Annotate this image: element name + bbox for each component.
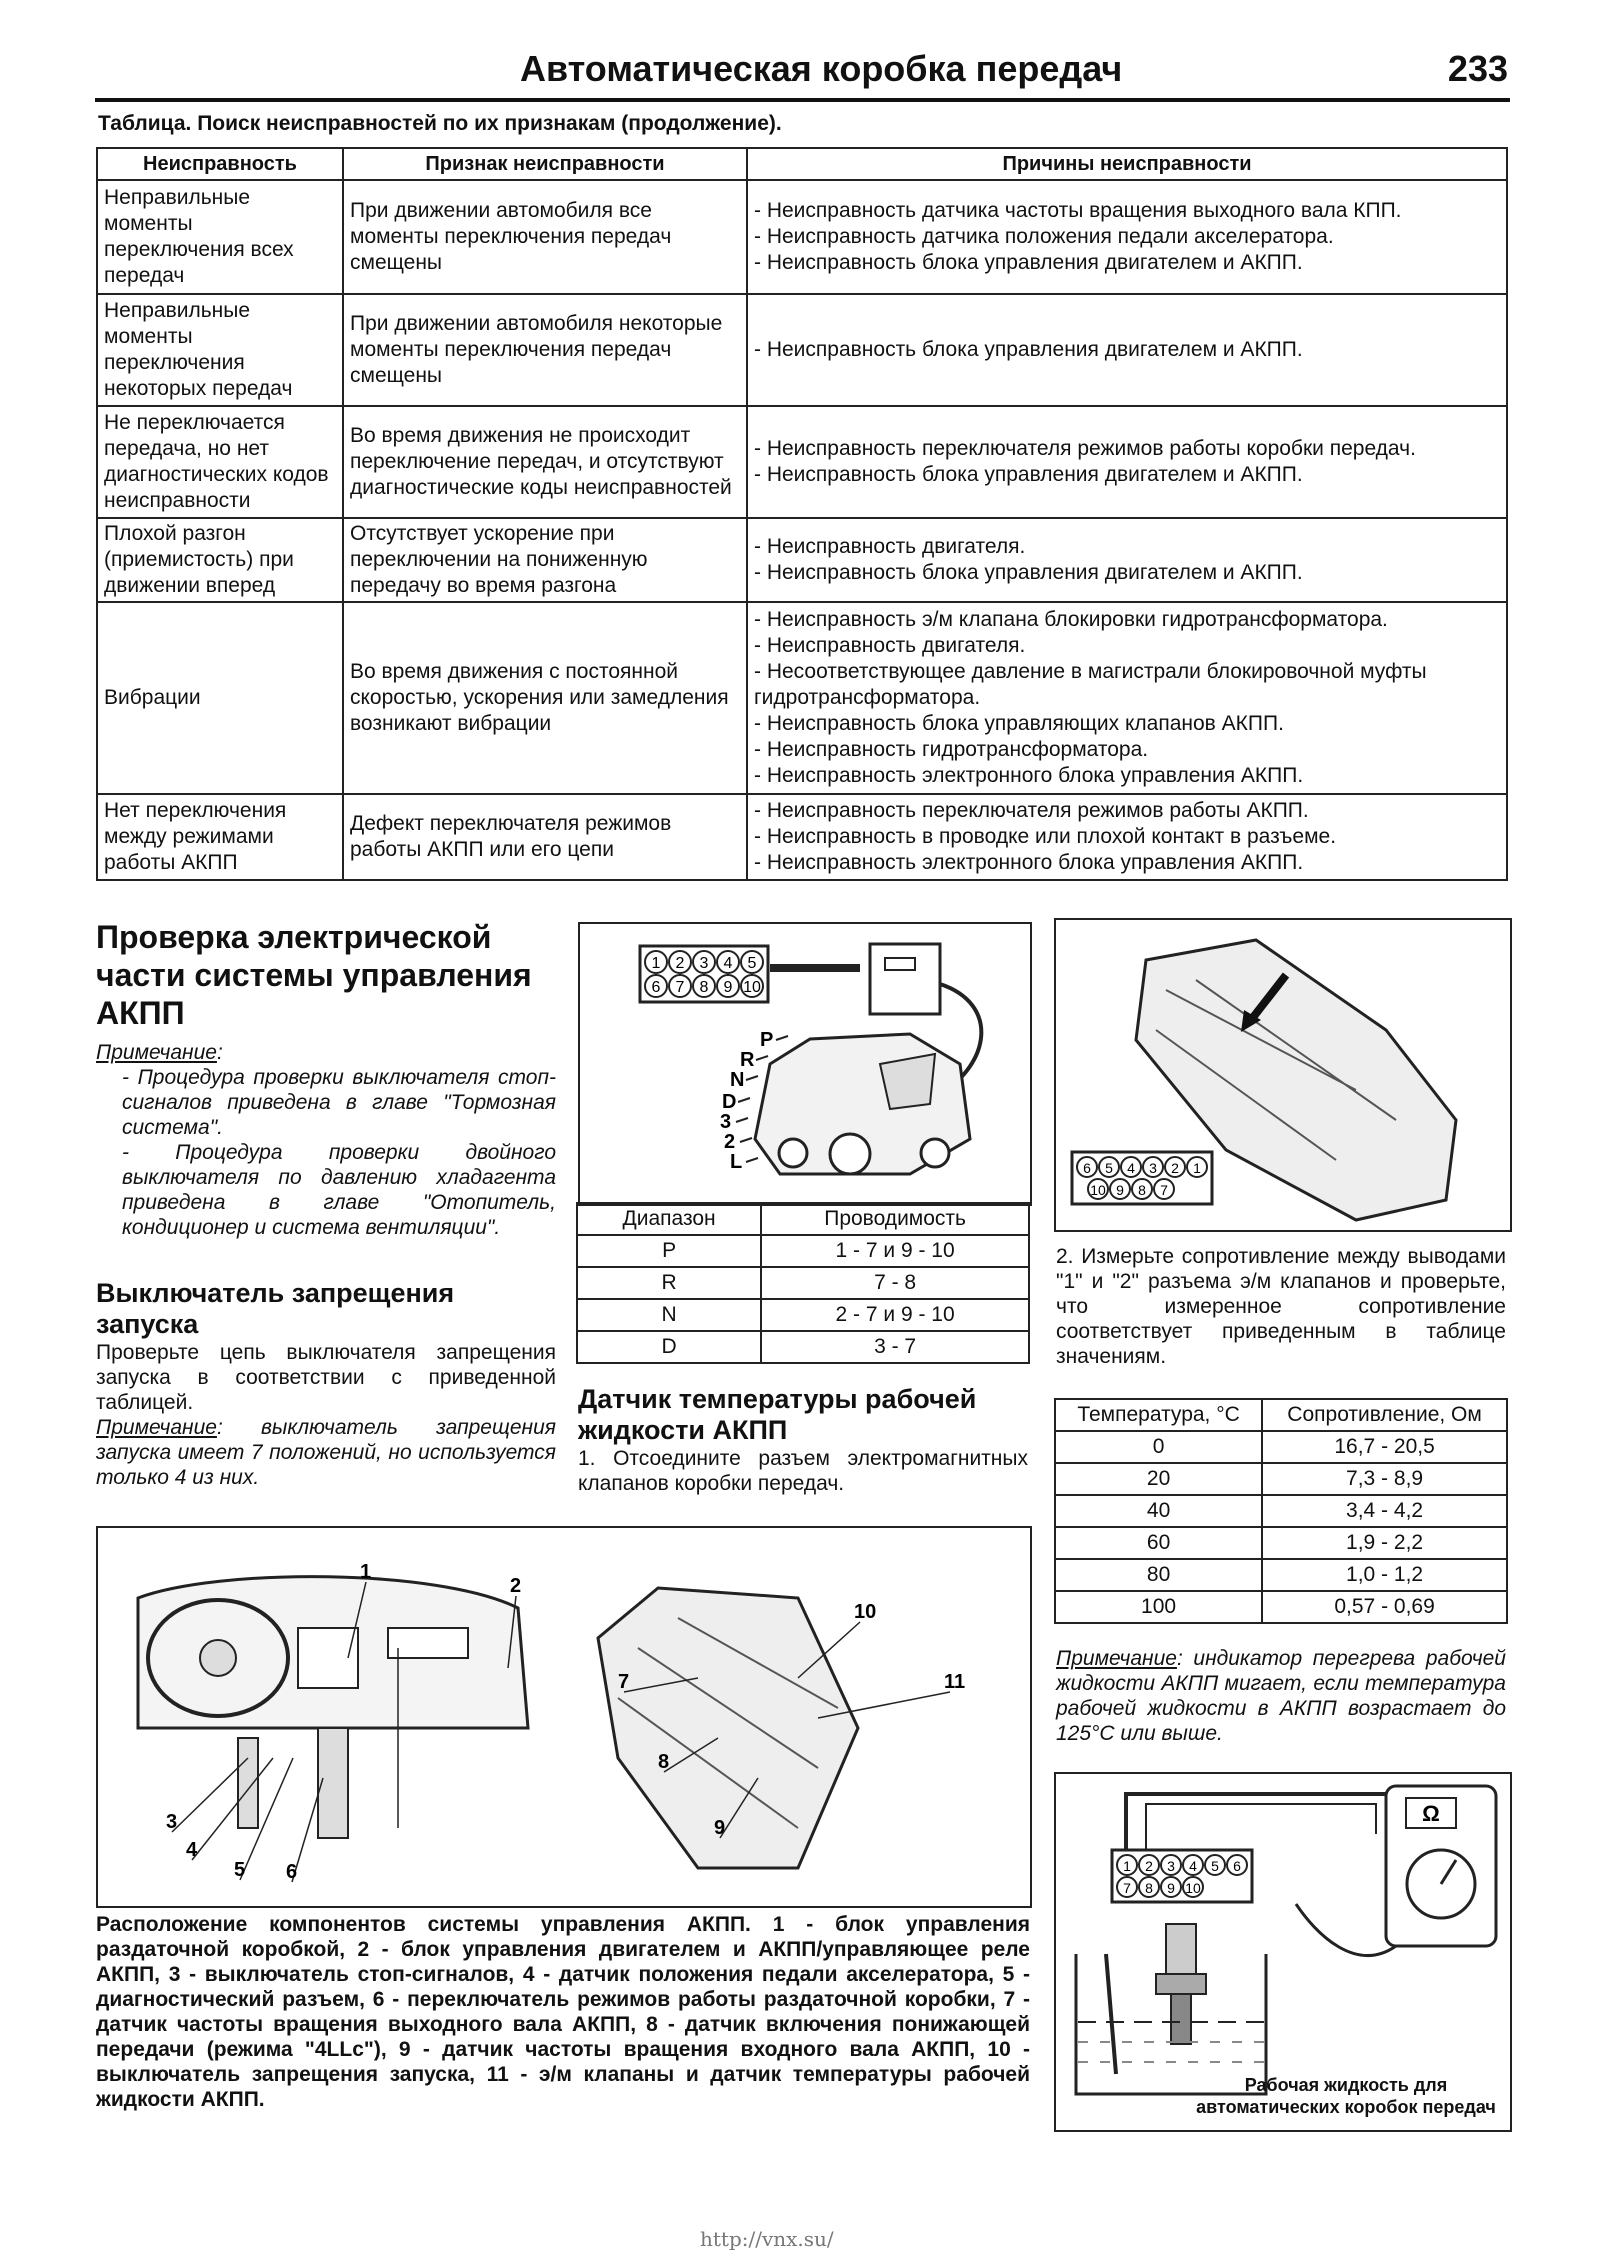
temperature-sensor bbox=[1166, 1924, 1196, 1974]
connector-pin-label: 7 bbox=[675, 979, 685, 996]
sensor-nut bbox=[1156, 1974, 1206, 1994]
fault-cell: Неправильные моменты переключения всех передач bbox=[97, 180, 343, 294]
causes-cell bbox=[747, 406, 1507, 518]
range-cell: D bbox=[577, 1331, 761, 1363]
range-cell: P bbox=[577, 1235, 761, 1267]
resistance-table-row bbox=[1055, 1463, 1507, 1495]
page-header-title: Автоматическая коробка передач bbox=[520, 48, 1123, 89]
range-table-header: Проводимость bbox=[761, 1203, 1029, 1235]
position-tick bbox=[746, 1076, 758, 1080]
ohm-symbol: Ω bbox=[1422, 1801, 1440, 1826]
overheat-note-text: : индикатор перегрева рабочей жидкости АКПП мигает, если температура рабочей жидкости в АКПП возрастает до 125°C или выше. bbox=[1056, 1647, 1506, 1745]
position-label: 2 bbox=[724, 1131, 736, 1153]
inhibitor-note bbox=[96, 1415, 556, 1490]
fault-table-row bbox=[97, 518, 1507, 602]
range-table-row bbox=[577, 1299, 1029, 1331]
range-cell: N bbox=[577, 1299, 761, 1331]
fault-table-header: Неисправность bbox=[97, 148, 343, 180]
sensor-probe bbox=[1171, 1994, 1191, 2044]
range-table-header: Диапазон bbox=[577, 1203, 761, 1235]
fluid-sensor-step1: 1. Отсоедините разъем электромагнитных клапанов коробки передач. bbox=[578, 1447, 1028, 1495]
temperature-cell: 100 bbox=[1055, 1591, 1262, 1623]
section-note: Примечание: - Процедура проверки выключателя стоп-сигналов приведена в главе "Тормозная система". - Процедура проверки двойного выключателя по давлению хладагента приведена в главе "Отопитель, кондиционер и система вентиляции". bbox=[96, 1041, 556, 1239]
fault-cell: Плохой разгон (приемистость) при движении вперед bbox=[97, 518, 343, 602]
cause-line: - Неисправность гидротрансформатора. bbox=[754, 738, 1149, 761]
shift-lever bbox=[318, 1728, 348, 1838]
liquid-caption: Рабочая жидкость для автоматических коробок передач bbox=[1196, 2075, 1496, 2117]
position-label: N bbox=[730, 1069, 745, 1091]
connector-pin-label: 10 bbox=[743, 979, 761, 996]
meter-lead bbox=[1296, 1904, 1396, 1955]
temperature-cell: 20 bbox=[1055, 1463, 1262, 1495]
connector-pin-label: 8 bbox=[1145, 1880, 1153, 1896]
fluid-sensor-title: Датчик температуры рабочей жидкости АКПП bbox=[578, 1384, 977, 1445]
connector-diagram bbox=[1072, 1152, 1212, 1204]
footer-url[interactable]: http://vnx.su/ bbox=[700, 2227, 834, 2251]
inhibitor-title: Выключатель запрещения запуска bbox=[96, 1278, 455, 1339]
note-label: Примечание bbox=[1056, 1647, 1177, 1670]
connector-pin-label: 7 bbox=[1123, 1880, 1131, 1896]
resistance-table-row bbox=[1055, 1527, 1507, 1559]
connector-pin-label: 9 bbox=[723, 979, 733, 996]
symptom-cell: При движении автомобиля некоторые моменты переключения передач смещены bbox=[343, 294, 747, 406]
cause-line: - Неисправность блока управляющих клапанов АКПП. bbox=[754, 712, 1284, 735]
center-console bbox=[298, 1628, 358, 1688]
section-title: Проверка электрической части системы управления АКПП bbox=[96, 919, 532, 1031]
connector-pin-label: 7 bbox=[1160, 1182, 1168, 1198]
connector-pin-label: 8 bbox=[1138, 1182, 1146, 1198]
component-number: 5 bbox=[234, 1859, 246, 1881]
cause-line: - Неисправность электронного блока управления АКПП. bbox=[754, 764, 1304, 787]
symptom-cell: Дефект переключателя режимов работы АКПП или его цепи bbox=[343, 794, 747, 880]
position-label: 3 bbox=[720, 1111, 732, 1133]
temperature-cell: 80 bbox=[1055, 1559, 1262, 1591]
connector-pin-label: 4 bbox=[1127, 1160, 1135, 1176]
connector-pin-label: 6 bbox=[1083, 1160, 1091, 1176]
symptom-cell: Во время движения с постоянной скоростью, ускорения или замедления возникают вибрации bbox=[343, 602, 747, 794]
connector-pin-label: 1 bbox=[651, 955, 661, 972]
position-tick bbox=[756, 1056, 768, 1060]
cause-line: - Неисправность переключателя режимов работы АКПП. bbox=[754, 799, 1309, 822]
cause-line: - Неисправность датчика положения педали акселератора. bbox=[754, 225, 1334, 248]
switch-plug bbox=[870, 944, 940, 1014]
component-number: 10 bbox=[854, 1601, 877, 1623]
position-tick bbox=[738, 1098, 750, 1102]
leader-line bbox=[172, 1758, 248, 1832]
conductivity-cell: 3 - 7 bbox=[761, 1331, 1029, 1363]
cause-line: - Несоответствующее давление в магистрали блокировочной муфты гидротрансформатора. bbox=[754, 660, 1427, 709]
glovebox bbox=[388, 1628, 468, 1658]
symptom-cell: Отсутствует ускорение при переключении на пониженную передачу во время разгона bbox=[343, 518, 747, 602]
inhibitor-block bbox=[96, 1278, 556, 1490]
liquid-caption-box bbox=[1186, 2074, 1506, 2128]
fault-table-row bbox=[97, 602, 1507, 794]
resistance-cell: 0,57 - 0,69 bbox=[1262, 1591, 1507, 1623]
component-number: 6 bbox=[286, 1861, 298, 1883]
position-tick bbox=[736, 1118, 748, 1122]
plug-latch bbox=[885, 958, 915, 970]
causes-cell bbox=[747, 602, 1507, 794]
component-number: 3 bbox=[166, 1811, 178, 1833]
fault-table-caption: Таблица. Поиск неисправностей по их признакам (продолжение). bbox=[98, 112, 782, 135]
connector-pin-label: 4 bbox=[1189, 1858, 1197, 1874]
fault-table-row bbox=[97, 180, 1507, 294]
connector-pin-label: 5 bbox=[1211, 1858, 1219, 1874]
temperature-cell: 40 bbox=[1055, 1495, 1262, 1527]
connector-diagram bbox=[1112, 1850, 1252, 1902]
connector-pin-label: 3 bbox=[1149, 1160, 1157, 1176]
range-table-row bbox=[577, 1331, 1029, 1363]
range-cell: R bbox=[577, 1267, 761, 1299]
range-table bbox=[576, 1202, 1030, 1364]
connector-pin-label: 9 bbox=[1167, 1880, 1175, 1896]
causes-cell bbox=[747, 794, 1507, 880]
component-number: 9 bbox=[714, 1817, 726, 1839]
cause-line: - Неисправность переключателя режимов работы коробки передач. bbox=[754, 437, 1416, 460]
components-caption: Расположение компонентов системы управления АКПП. 1 - блок управления раздаточной коробкой, 2 - блок управления двигателем и АКПП/управляющее реле АКПП, 3 - выключатель стоп-сигналов, 4 - датчик положения педали акселератора, 5 - диагностический разъем, 6 - переключатель режимов работы раздаточной коробки, 7 - датчик частоты вращения выходного вала АКПП, 8 - датчик включения понижающей передачи (режима "4LLc"), 9 - датчик частоты вращения входного вала АКПП, 10 - выключатель запрещения запуска, 11 - э/м клапаны и датчик температуры рабочей жидкости АКПП. bbox=[96, 1913, 1030, 2111]
cause-line: - Неисправность блока управления двигателем и АКПП. bbox=[754, 338, 1303, 361]
connector-pin-label: 4 bbox=[723, 955, 733, 972]
resistance-table-row bbox=[1055, 1591, 1507, 1623]
connector-cable bbox=[770, 964, 860, 972]
cause-line: - Неисправность блока управления двигателем и АКПП. bbox=[754, 251, 1303, 274]
temperature-cell: 0 bbox=[1055, 1431, 1262, 1463]
note-label: Примечание bbox=[96, 1041, 217, 1064]
position-label: L bbox=[730, 1151, 743, 1173]
fault-cell: Неправильные моменты переключения некоторых передач bbox=[97, 294, 343, 406]
resistance-table-header: Сопротивление, Ом bbox=[1262, 1399, 1507, 1431]
resistance-cell: 3,4 - 4,2 bbox=[1262, 1495, 1507, 1527]
component-number: 4 bbox=[186, 1839, 198, 1861]
resistance-table-row bbox=[1055, 1495, 1507, 1527]
causes-cell bbox=[747, 180, 1507, 294]
temperature-cell: 60 bbox=[1055, 1527, 1262, 1559]
inhibitor-switch-figure bbox=[578, 922, 1032, 1206]
switch-shaft bbox=[830, 1134, 870, 1174]
component-number: 8 bbox=[658, 1751, 670, 1773]
resistance-cell: 1,0 - 1,2 bbox=[1262, 1559, 1507, 1591]
connector-pin-label: 1 bbox=[1193, 1160, 1201, 1176]
connector-pin-label: 6 bbox=[1233, 1858, 1241, 1874]
page-number: 233 bbox=[1447, 48, 1508, 89]
switch-lever bbox=[880, 1054, 935, 1109]
connector-pin-label: 8 bbox=[699, 979, 709, 996]
cause-line: - Неисправность в проводке или плохой контакт в разъеме. bbox=[754, 825, 1337, 848]
position-tick bbox=[776, 1036, 788, 1040]
transmission-connector-figure bbox=[1054, 918, 1512, 1232]
inhibitor-text: Проверьте цепь выключателя запрещения запуска в соответствии с приведенной таблицей. bbox=[96, 1341, 556, 1414]
symptom-cell: Во время движения не происходит переключение передач, и отсутствуют диагностические коды неисправностей bbox=[343, 406, 747, 518]
overheat-note bbox=[1056, 1646, 1506, 1746]
position-label: R bbox=[740, 1049, 755, 1071]
resistance-measurement-figure bbox=[1054, 1772, 1512, 2132]
cause-line: - Неисправность блока управления двигателем и АКПП. bbox=[754, 561, 1303, 584]
connector-pin-label: 2 bbox=[675, 955, 685, 972]
measurement-drawing bbox=[1056, 1774, 1510, 2130]
fault-table bbox=[96, 147, 1508, 881]
fault-table-row bbox=[97, 294, 1507, 406]
connector-pin-label: 1 bbox=[1123, 1858, 1131, 1874]
resistance-table-row bbox=[1055, 1559, 1507, 1591]
component-number: 1 bbox=[360, 1561, 372, 1583]
cause-line: - Неисправность датчика частоты вращения выходного вала КПП. bbox=[754, 199, 1402, 222]
resistance-cell: 1,9 - 2,2 bbox=[1262, 1527, 1507, 1559]
note-item: - Процедура проверки выключателя стоп-сигналов приведена в главе "Тормозная система". bbox=[122, 1066, 556, 1139]
components-drawing bbox=[98, 1528, 1030, 1906]
fault-table-header: Признак неисправности bbox=[343, 148, 747, 180]
resistance-cell: 7,3 - 8,9 bbox=[1262, 1463, 1507, 1495]
fluid-sensor-block bbox=[578, 1384, 1028, 1496]
connector-pin-label: 10 bbox=[1090, 1182, 1106, 1198]
inhibitor-switch-drawing bbox=[580, 924, 1030, 1204]
resistance-table bbox=[1054, 1398, 1508, 1624]
connector-diagram bbox=[640, 946, 768, 1002]
cause-line: - Неисправность электронного блока управления АКПП. bbox=[754, 851, 1304, 874]
causes-cell bbox=[747, 518, 1507, 602]
note-label: Примечание bbox=[96, 1416, 217, 1439]
switch-bolt bbox=[921, 1139, 949, 1167]
inhibitor-note-text: : выключатель запрещения запуска имеет 7 положений, но используется только 4 из них. bbox=[96, 1416, 556, 1489]
pedal bbox=[238, 1738, 258, 1828]
probe-wire bbox=[1146, 1804, 1376, 1854]
position-label: P bbox=[760, 1029, 774, 1051]
connector-pin-label: 2 bbox=[1171, 1160, 1179, 1176]
cause-line: - Неисправность двигателя. bbox=[754, 634, 1026, 657]
components-figure bbox=[96, 1526, 1032, 1908]
connector-pin-label: 3 bbox=[1167, 1858, 1175, 1874]
position-tick bbox=[746, 1158, 758, 1162]
transmission-drawing bbox=[1056, 920, 1510, 1230]
component-number: 11 bbox=[944, 1671, 966, 1693]
conductivity-cell: 1 - 7 и 9 - 10 bbox=[761, 1235, 1029, 1267]
thermometer bbox=[1106, 1954, 1116, 2074]
component-number: 7 bbox=[618, 1671, 630, 1693]
connector-pin-label: 2 bbox=[1145, 1858, 1153, 1874]
resistance-cell: 16,7 - 20,5 bbox=[1262, 1431, 1507, 1463]
component-number: 2 bbox=[510, 1575, 522, 1597]
connector-pin-label: 5 bbox=[747, 955, 757, 972]
steering-hub bbox=[200, 1640, 236, 1676]
fault-cell: Нет переключения между режимами работы АКПП bbox=[97, 794, 343, 880]
connector-pin-label: 9 bbox=[1116, 1182, 1124, 1198]
connector-pin-label: 6 bbox=[651, 979, 661, 996]
header-rule bbox=[95, 98, 1510, 102]
connector-pin-label: 3 bbox=[699, 955, 709, 972]
symptom-cell: При движении автомобиля все моменты переключения передач смещены bbox=[343, 180, 747, 294]
fault-table-header: Причины неисправности bbox=[747, 148, 1507, 180]
causes-cell bbox=[747, 294, 1507, 406]
position-tick bbox=[740, 1138, 752, 1142]
cause-line: - Неисправность блока управления двигателем и АКПП. bbox=[754, 463, 1303, 486]
note-item: - Процедура проверки двойного выключателя по давлению хладагента приведена в главе "Отопитель, кондиционер и система вентиляции". bbox=[122, 1141, 556, 1239]
resistance-table-header: Температура, °C bbox=[1055, 1399, 1262, 1431]
step2-text: 2. Измерьте сопротивление между выводами "1" и "2" разъема э/м клапанов и проверьте, что измеренное сопротивление соответствует приведенным в таблице значениям. bbox=[1056, 1245, 1506, 1368]
range-table-row bbox=[577, 1267, 1029, 1299]
cause-line: - Неисправность э/м клапана блокировки гидротрансформатора. bbox=[754, 608, 1388, 631]
connector-pin-label: 5 bbox=[1105, 1160, 1113, 1176]
cause-line: - Неисправность двигателя. bbox=[754, 535, 1026, 558]
switch-bolt bbox=[779, 1139, 807, 1167]
fault-cell: Не переключается передача, но нет диагностических кодов неисправности bbox=[97, 406, 343, 518]
fault-table-row bbox=[97, 794, 1507, 880]
conductivity-cell: 2 - 7 и 9 - 10 bbox=[761, 1299, 1029, 1331]
conductivity-cell: 7 - 8 bbox=[761, 1267, 1029, 1299]
connector-pin-label: 10 bbox=[1185, 1880, 1201, 1896]
fault-cell: Вибрации bbox=[97, 602, 343, 794]
position-label: D bbox=[722, 1091, 737, 1113]
resistance-table-row bbox=[1055, 1431, 1507, 1463]
range-table-row bbox=[577, 1235, 1029, 1267]
fault-table-row bbox=[97, 406, 1507, 518]
